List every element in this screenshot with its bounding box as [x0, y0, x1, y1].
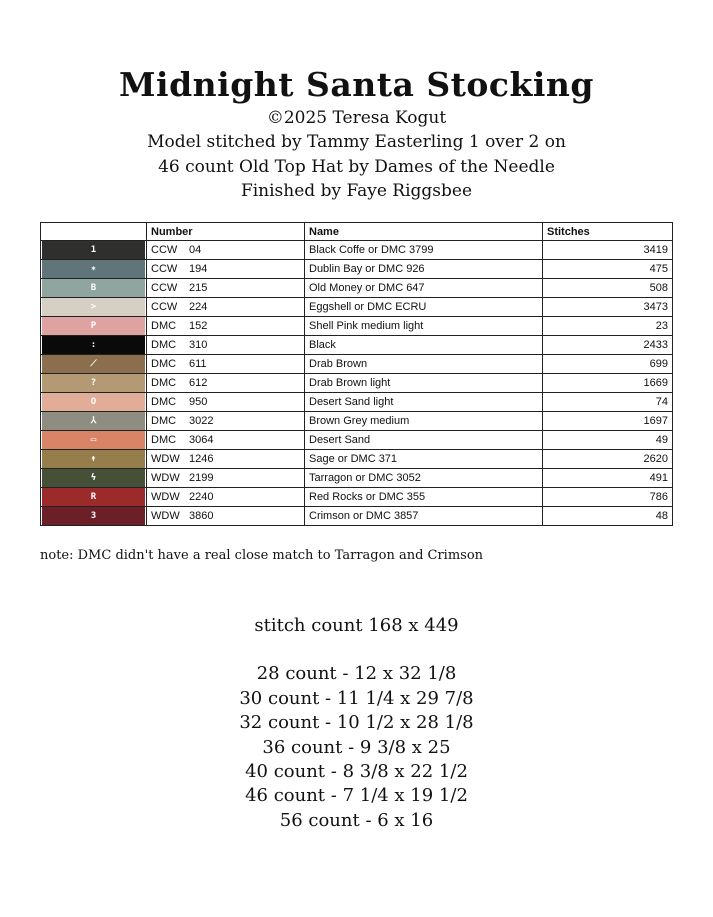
table-row	[41, 355, 673, 374]
table-row	[41, 431, 673, 450]
floss-number-cell	[147, 507, 305, 526]
color-swatch-cell	[41, 488, 147, 507]
color-swatch-cell	[41, 355, 147, 374]
note: note: DMC didn't have a real close match to Tarragon and Crimson	[40, 548, 484, 563]
stitch-count: stitch count 168 x 449	[254, 615, 459, 636]
color-swatch	[42, 260, 145, 278]
table-row	[41, 488, 673, 507]
color-swatch-cell	[41, 450, 147, 469]
floss-brand: DMC	[151, 358, 177, 370]
floss-name-cell: Brown Grey medium	[305, 412, 543, 431]
size-line: 40 count - 8 3/8 x 22 1/2	[245, 761, 468, 783]
floss-name-cell: Drab Brown light	[305, 374, 543, 393]
stitch-symbol: 3	[90, 511, 97, 521]
stitch-symbol: B	[90, 283, 97, 293]
floss-name-cell: Old Money or DMC 647	[305, 279, 543, 298]
stitch-symbol: ↟	[90, 454, 97, 464]
table-row	[41, 374, 673, 393]
floss-brand: WDW	[151, 510, 180, 522]
stitches-cell: 491	[543, 469, 673, 488]
color-swatch-cell	[41, 336, 147, 355]
stitch-symbol: >	[90, 302, 97, 312]
floss-number-cell	[147, 374, 305, 393]
color-swatch-cell	[41, 317, 147, 336]
stitch-symbol: 1	[90, 245, 97, 255]
floss-code: 152	[189, 320, 208, 332]
column-header-symbol	[41, 223, 147, 241]
floss-brand: DMC	[151, 339, 177, 351]
table-row	[41, 507, 673, 526]
floss-number-cell	[147, 317, 305, 336]
stitch-symbol: ✶	[90, 264, 97, 274]
page-title: Midnight Santa Stocking	[119, 65, 594, 104]
floss-number-cell	[147, 469, 305, 488]
floss-name-cell: Dublin Bay or DMC 926	[305, 260, 543, 279]
floss-name-cell: Red Rocks or DMC 355	[305, 488, 543, 507]
stitches-cell: 49	[543, 431, 673, 450]
floss-name-cell: Shell Pink medium light	[305, 317, 543, 336]
floss-number-cell	[147, 260, 305, 279]
stitches-cell: 699	[543, 355, 673, 374]
color-swatch	[42, 298, 145, 316]
stitches-cell: 508	[543, 279, 673, 298]
color-swatch-cell	[41, 469, 147, 488]
table-row	[41, 260, 673, 279]
color-swatch-cell	[41, 374, 147, 393]
floss-brand: DMC	[151, 434, 177, 446]
color-swatch-cell	[41, 260, 147, 279]
size-line: 36 count - 9 3/8 x 25	[262, 736, 451, 758]
color-swatch	[42, 355, 145, 373]
floss-code: 1246	[189, 453, 214, 465]
color-swatch-cell	[41, 412, 147, 431]
floss-brand: CCW	[151, 301, 178, 313]
floss-code: 04	[189, 244, 202, 256]
floss-number-cell	[147, 393, 305, 412]
floss-code: 310	[189, 339, 208, 351]
color-swatch	[42, 336, 145, 354]
floss-name-cell: Black Coffe or DMC 3799	[305, 241, 543, 260]
stitch-symbol: ⅄	[90, 416, 97, 426]
table-row	[41, 393, 673, 412]
floss-code: 3860	[189, 510, 214, 522]
floss-number-cell	[147, 298, 305, 317]
stitch-symbol: ?	[90, 378, 97, 388]
color-swatch	[42, 317, 145, 335]
stitch-symbol: ϟ	[90, 473, 97, 483]
floss-name-cell: Drab Brown	[305, 355, 543, 374]
size-line: 30 count - 11 1/4 x 29 7/8	[239, 687, 474, 709]
size-line: 56 count - 6 x 16	[279, 809, 434, 831]
color-swatch	[42, 507, 145, 525]
color-swatch	[42, 450, 145, 468]
floss-code: 612	[189, 377, 208, 389]
color-swatch	[42, 431, 145, 449]
stitch-symbol: ⟋	[90, 359, 97, 369]
floss-code: 611	[189, 358, 207, 370]
floss-name-cell: Eggshell or DMC ECRU	[305, 298, 543, 317]
stitch-symbol: :	[90, 340, 97, 350]
color-swatch	[42, 469, 145, 487]
color-swatch-cell	[41, 241, 147, 260]
floss-code: 194	[189, 263, 208, 275]
stitches-cell: 1697	[543, 412, 673, 431]
stitches-cell: 1669	[543, 374, 673, 393]
floss-name-cell: Desert Sand light	[305, 393, 543, 412]
floss-legend-table	[40, 222, 673, 526]
size-info	[0, 614, 713, 833]
floss-code: 2199	[189, 472, 214, 484]
info-line: 46 count Old Top Hat by Dames of the Needle	[158, 156, 555, 177]
color-swatch	[42, 374, 145, 392]
floss-brand: CCW	[151, 282, 178, 294]
color-swatch	[42, 393, 145, 411]
floss-number-cell	[147, 431, 305, 450]
size-line: 46 count - 7 1/4 x 19 1/2	[245, 785, 468, 807]
color-swatch	[42, 412, 145, 430]
floss-number-cell	[147, 450, 305, 469]
floss-brand: DMC	[151, 320, 177, 332]
color-swatch	[42, 241, 145, 259]
floss-code: 224	[189, 301, 208, 313]
stitches-cell: 3473	[543, 298, 673, 317]
stitches-cell: 2433	[543, 336, 673, 355]
floss-brand: WDW	[151, 491, 180, 503]
column-header-stitches: Stitches	[543, 223, 673, 241]
stitch-symbol: R	[90, 492, 97, 502]
header	[0, 64, 713, 204]
stitches-cell: 475	[543, 260, 673, 279]
floss-code: 2240	[189, 491, 214, 503]
color-swatch-cell	[41, 393, 147, 412]
size-line: 28 count - 12 x 32 1/8	[256, 663, 457, 685]
stitches-cell: 48	[543, 507, 673, 526]
copyright: ©2025 Teresa Kogut	[266, 108, 447, 128]
floss-number-cell	[147, 241, 305, 260]
floss-number-cell	[147, 355, 305, 374]
stitch-symbol: P	[90, 321, 97, 331]
floss-code: 215	[189, 282, 208, 294]
table-row	[41, 241, 673, 260]
floss-number-cell	[147, 488, 305, 507]
floss-name-cell: Sage or DMC 371	[305, 450, 543, 469]
info-line: Model stitched by Tammy Easterling 1 over 2 on	[147, 132, 566, 152]
floss-name-cell: Black	[305, 336, 543, 355]
color-swatch-cell	[41, 298, 147, 317]
floss-brand: CCW	[151, 244, 178, 256]
floss-number-cell	[147, 279, 305, 298]
floss-name-cell: Desert Sand	[305, 431, 543, 450]
stitches-cell: 2620	[543, 450, 673, 469]
floss-brand: DMC	[151, 377, 177, 389]
floss-code: 3064	[189, 434, 214, 446]
table-row	[41, 279, 673, 298]
floss-code: 950	[189, 396, 208, 408]
floss-brand: CCW	[151, 263, 178, 275]
column-header-name: Name	[305, 223, 543, 241]
size-line: 32 count - 10 1/2 x 28 1/8	[239, 712, 474, 734]
stitches-cell: 74	[543, 393, 673, 412]
table-row	[41, 298, 673, 317]
floss-code: 3022	[189, 415, 214, 427]
table-row	[41, 450, 673, 469]
floss-brand: DMC	[151, 396, 177, 408]
stitches-cell: 23	[543, 317, 673, 336]
floss-name-cell: Tarragon or DMC 3052	[305, 469, 543, 488]
table-row	[41, 469, 673, 488]
floss-brand: WDW	[151, 472, 180, 484]
floss-number-cell	[147, 336, 305, 355]
floss-name-cell: Crimson or DMC 3857	[305, 507, 543, 526]
column-header-number: Number	[147, 223, 305, 241]
table-row	[41, 412, 673, 431]
stitch-symbol: O	[90, 397, 97, 407]
floss-brand: WDW	[151, 453, 180, 465]
color-swatch-cell	[41, 431, 147, 450]
stitches-cell: 786	[543, 488, 673, 507]
floss-number-cell	[147, 412, 305, 431]
stitch-symbol: ▭	[90, 435, 97, 445]
color-swatch	[42, 279, 145, 297]
table-row	[41, 317, 673, 336]
stitches-cell: 3419	[543, 241, 673, 260]
info-line: Finished by Faye Riggsbee	[240, 181, 473, 201]
color-swatch-cell	[41, 507, 147, 526]
table-header-row	[41, 223, 673, 241]
floss-brand: DMC	[151, 415, 177, 427]
color-swatch	[42, 488, 145, 506]
table-row	[41, 336, 673, 355]
color-swatch-cell	[41, 279, 147, 298]
